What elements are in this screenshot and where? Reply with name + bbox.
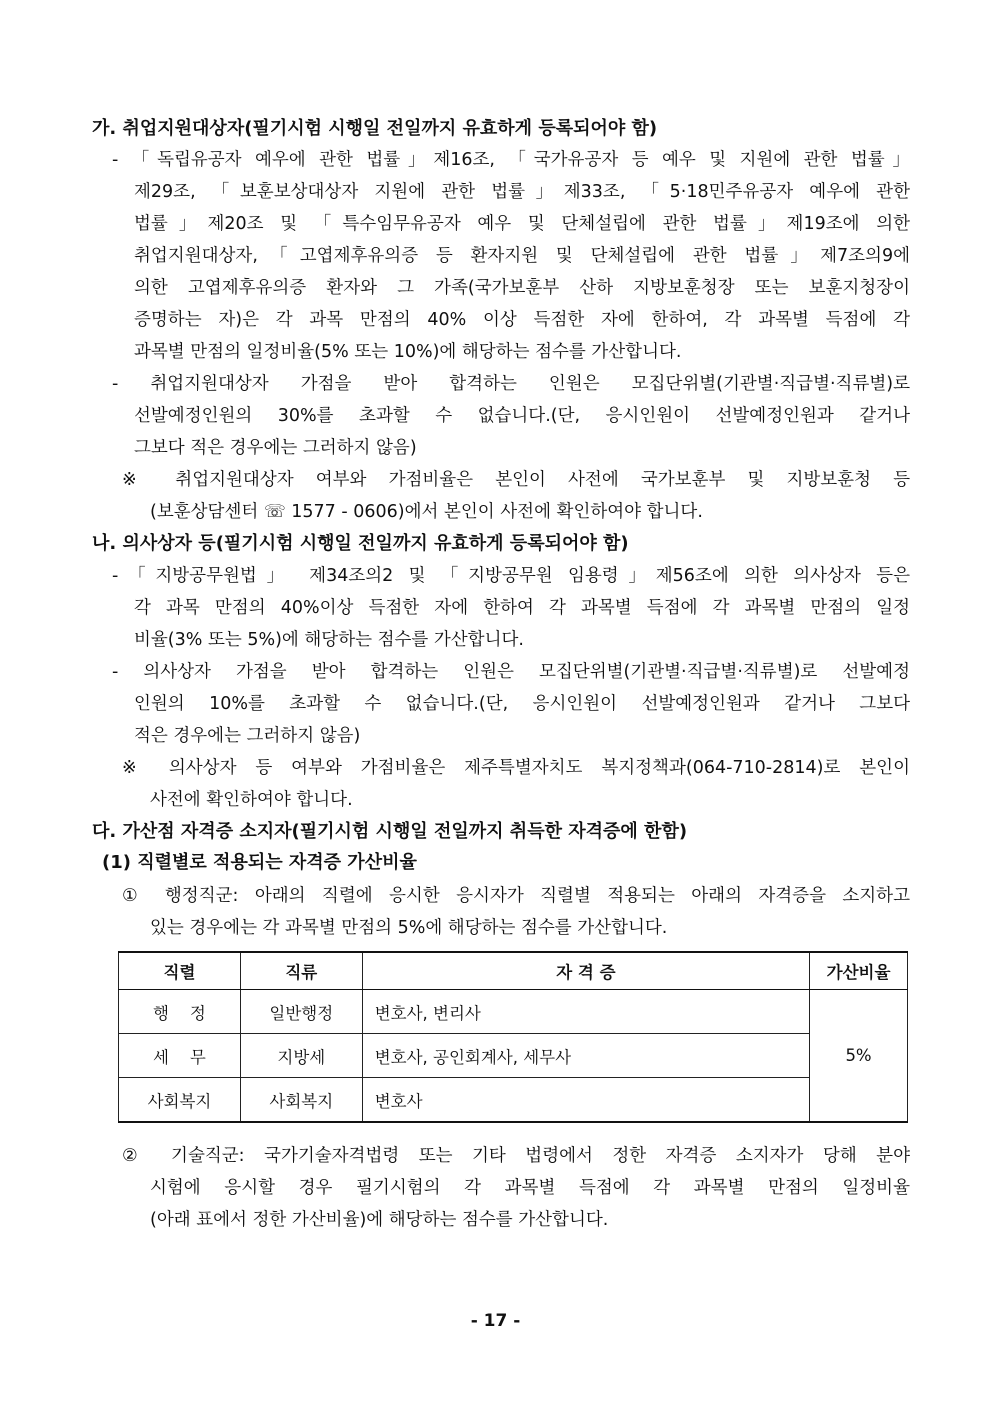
section-na-heading: 나. 의사상자 등(필기시험 시행일 전일까지 유효하게 등록되어야 함) <box>92 533 629 554</box>
section-da-heading: 다. 가산점 자격증 소지자(필기시험 시행일 전일까지 취득한 자격증에 한함) <box>92 821 688 842</box>
cell-license: 변호사, 공인회계사, 세무사 <box>362 1034 809 1078</box>
ga-bullet2-line1: - 취업지원대상자 가점을 받아 합격하는 인원은 모집단위별(기관별·직급별·직류별)로 <box>112 374 910 394</box>
ga-note-line1: ※ 취업지원대상자 여부와 가점비율은 본인이 사전에 국가보훈부 및 지방보훈청 등 <box>122 470 910 490</box>
ga-bullet1-line2: 제29조, 「보훈보상대상자 지원에 관한 법률」제33조, 「5·18민주유공자 예우에 관한 <box>134 182 910 202</box>
header-rate: 가산비율 <box>810 952 908 990</box>
na-bullet1-line2: 각 과목 만점의 40%이상 득점한 자에 한하여 각 과목별 득점에 각 과목별 만점의 일정 <box>134 598 910 618</box>
ga-bullet1-line3: 법률」제20조 및 「특수임무유공자 예우 및 단체설립에 관한 법률」제19조에 의한 <box>134 214 910 234</box>
da-item2-line3: (아래 표에서 정한 가산비율)에 해당하는 점수를 가산합니다. <box>150 1210 609 1230</box>
cell-license: 변호사 <box>362 1078 809 1123</box>
ga-bullet1-line5: 의한 고엽제후유의증 환자와 그 가족(국가보훈부 산하 지방보훈청장 또는 보훈지청장이 <box>134 278 910 298</box>
cell-rate: 5% <box>810 990 908 1123</box>
cell-series: 행 정 <box>119 990 241 1034</box>
ga-bullet2-line3: 그보다 적은 경우에는 그러하지 않음) <box>134 438 417 458</box>
ga-bullet2-line2: 선발예정인원의 30%를 초과할 수 없습니다.(단, 응시인원이 선발예정인원과 같거나 <box>134 406 910 426</box>
ga-bullet1-line6: 증명하는 자)은 각 과목 만점의 40% 이상 득점한 자에 한하여, 각 과목별 득점에 각 <box>134 310 910 330</box>
na-bullet1-line1: -「지방공무원법」 제34조의2 및 「지방공무원 임용령」제56조에 의한 의사상자 등은 <box>112 566 910 586</box>
table-header-row <box>119 952 908 990</box>
cell-branch: 일반행정 <box>240 990 362 1034</box>
cell-series: 세 무 <box>119 1034 241 1078</box>
ga-note-line2: (보훈상담센터 ☏ 1577 - 0606)에서 본인이 사전에 확인하여야 합니다. <box>150 502 703 522</box>
page-number: - 17 - <box>470 1311 521 1331</box>
table-row <box>119 1034 908 1078</box>
table-row <box>119 990 908 1034</box>
da-item2-line1: ② 기술직군: 국가기술자격법령 또는 기타 법령에서 정한 자격증 소지자가 당해 분야 <box>122 1146 910 1166</box>
ga-bullet1-line1: - 「독립유공자 예우에 관한 법률」제16조, 「국가유공자 등 예우 및 지원에 관한 법률」 <box>112 150 910 170</box>
na-note-line1: ※ 의사상자 등 여부와 가점비율은 제주특별자치도 복지정책과(064-710-2814)로 본인이 <box>122 758 910 778</box>
header-branch: 직류 <box>240 952 362 990</box>
da-item1-line1: ① 행정직군: 아래의 직렬에 응시한 응시자가 직렬별 적용되는 아래의 자격증을 소지하고 <box>122 886 910 906</box>
na-bullet2-line3: 적은 경우에는 그러하지 않음) <box>134 726 361 746</box>
na-bullet2-line1: - 의사상자 가점을 받아 합격하는 인원은 모집단위별(기관별·직급별·직류별)로 선발예정 <box>112 662 910 682</box>
da-item1-line2: 있는 경우에는 각 과목별 만점의 5%에 해당하는 점수를 가산합니다. <box>150 918 668 938</box>
header-series: 직렬 <box>119 952 241 990</box>
na-bullet2-line2: 인원의 10%를 초과할 수 없습니다.(단, 응시인원이 선발예정인원과 같거나 그보다 <box>134 694 910 714</box>
cell-branch: 사회복지 <box>240 1078 362 1123</box>
da-item2-line2: 시험에 응시할 경우 필기시험의 각 과목별 득점에 각 과목별 만점의 일정비율 <box>150 1178 910 1198</box>
license-rate-table <box>118 951 908 1123</box>
header-license: 자 격 증 <box>362 952 809 990</box>
cell-series: 사회복지 <box>119 1078 241 1123</box>
ga-bullet1-line4: 취업지원대상자,「고엽제후유의증 등 환자지원 및 단체설립에 관한 법률」제7조의9에 <box>134 246 910 266</box>
ga-bullet1-line7: 과목별 만점의 일정비율(5% 또는 10%)에 해당하는 점수를 가산합니다. <box>134 342 682 362</box>
na-note-line2: 사전에 확인하여야 합니다. <box>150 790 353 810</box>
da-subheading-1: (1) 직렬별로 적용되는 자격증 가산비율 <box>102 852 417 873</box>
section-ga-heading: 가. 취업지원대상자(필기시험 시행일 전일까지 유효하게 등록되어야 함) <box>92 118 658 139</box>
cell-license: 변호사, 변리사 <box>362 990 809 1034</box>
cell-branch: 지방세 <box>240 1034 362 1078</box>
table-row <box>119 1078 908 1123</box>
na-bullet1-line3: 비율(3% 또는 5%)에 해당하는 점수를 가산합니다. <box>134 630 524 650</box>
